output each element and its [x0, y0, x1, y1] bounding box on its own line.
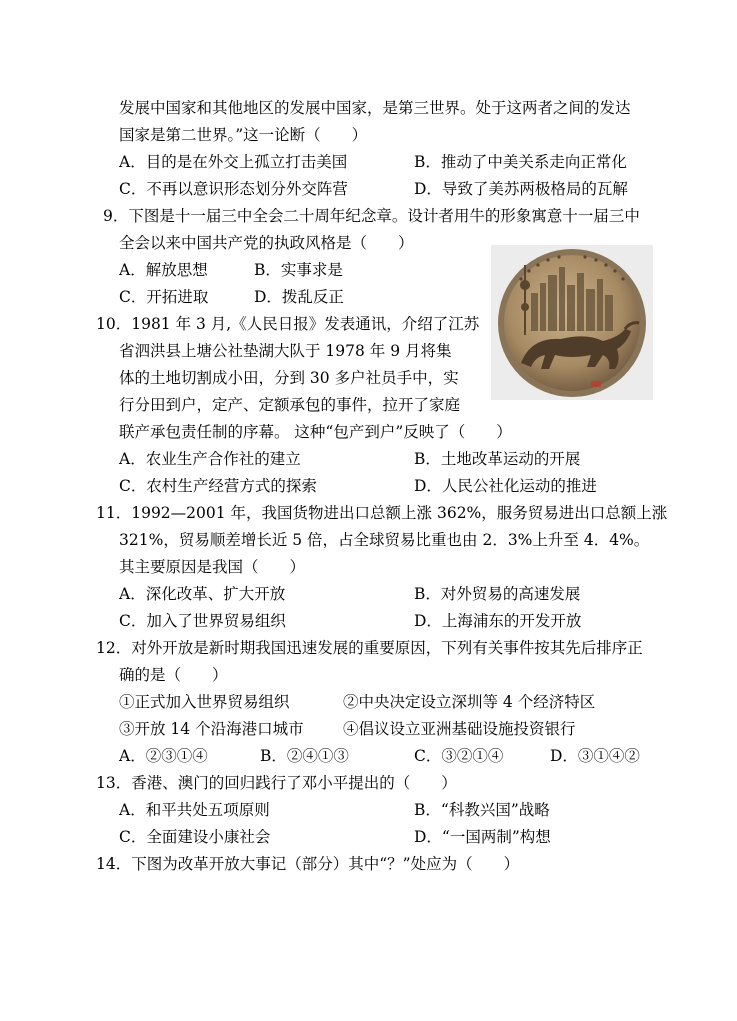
q13-option-c: C．全面建设小康社会 [119, 828, 271, 846]
q12-option-b: B．②④①③ [260, 747, 349, 765]
q9-option-a: A．解放思想 [119, 261, 208, 279]
q11-option-c: C．加入了世界贸易组织 [119, 612, 286, 630]
q12-option-d: D．③①④② [550, 747, 640, 765]
q10-stem-line4: 行分田到户，定产、定额承包的事件，拉开了家庭 [119, 396, 461, 414]
q12-option-c: C．③②①④ [414, 747, 504, 765]
q10-option-b: B．土地改革运动的开展 [414, 450, 581, 468]
q8-option-a: A．目的是在外交上孤立打击美国 [119, 153, 348, 171]
q11-option-b: B．对外贸易的高速发展 [414, 585, 581, 603]
q14-stem-line1: 14．下图为改革开放大事记（部分）其中“？”处应为（ ） [96, 855, 520, 873]
q10-stem-line2: 省泗洪县上塘公社垫湖大队于 1978 年 9 月将集 [119, 342, 452, 360]
q8-option-b: B．推动了中美关系走向正常化 [414, 153, 627, 171]
q13-option-a: A．和平共处五项原则 [119, 801, 270, 819]
q9-option-d: D．拨乱反正 [254, 288, 344, 306]
q12-event-4: ④倡议设立亚洲基础设施投资银行 [343, 720, 576, 738]
q11-stem-line1: 11．1992—2001 年，我国货物进出口总额上涨 362%，服务贸易进出口总额上涨 [96, 504, 668, 522]
q8-option-c: C．不再以意识形态划分外交阵营 [119, 180, 348, 198]
q11-option-d: D．上海浦东的开发开放 [414, 612, 582, 630]
q8-stem-line1: 发展中国家和其他地区的发展中国家，是第三世界。处于这两者之间的发达 [119, 99, 631, 117]
q9-option-c: C．开拓进取 [119, 288, 209, 306]
q10-stem-line1: 10．1981 年 3 月,《人民日报》发表通讯，介绍了江苏 [96, 315, 480, 333]
q9-stem-line2: 全会以来中国共产党的执政风格是（ ） [119, 234, 414, 252]
q11-stem-line3: 其主要原因是我国（ ） [119, 558, 306, 576]
q12-option-a: A．②③①④ [119, 747, 208, 765]
q10-option-d: D．人民公社化运动的推进 [414, 477, 597, 495]
q9-option-b: B．实事求是 [254, 261, 343, 279]
q13-option-b: B．“科教兴国”战略 [414, 801, 550, 819]
q11-stem-line2: 321%，贸易顺差增长近 5 倍，占全球贸易比重也由 2．3%上升至 4．4%。 [119, 531, 650, 549]
q8-stem-line2: 国家是第二世界。”这一论断（ ） [119, 126, 368, 144]
commemorative-medal-image [491, 245, 653, 400]
q10-stem-line5: 联产承包责任制的序幕。 这种“包产到户”反映了（ ） [119, 423, 512, 441]
q12-event-2: ②中央决定设立深圳等 4 个经济特区 [343, 693, 596, 711]
q9-stem-line1: 9．下图是十一届三中全会二十周年纪念章。设计者用牛的形象寓意十一届三中 [103, 207, 640, 225]
q13-stem-line1: 13．香港、澳门的回归践行了邓小平提出的（ ） [96, 774, 457, 792]
q12-stem-line1: 12．对外开放是新时期我国迅速发展的重要原因，下列有关事件按其先后排序正 [96, 639, 643, 657]
q10-stem-line3: 体的土地切割成小田，分到 30 多户社员手中，实 [119, 369, 459, 387]
q10-option-a: A．农业生产合作社的建立 [119, 450, 301, 468]
q11-option-a: A．深化改革、扩大开放 [119, 585, 286, 603]
q10-option-c: C．农村生产经营方式的探索 [119, 477, 317, 495]
q12-stem-line2: 确的是（ ） [119, 666, 228, 684]
q13-option-d: D．“一国两制”构想 [414, 828, 551, 846]
q12-event-1: ①正式加入世界贸易组织 [119, 693, 290, 711]
q12-event-3: ③开放 14 个沿海港口城市 [119, 720, 304, 738]
q8-option-d: D．导致了美苏两极格局的瓦解 [414, 180, 628, 198]
